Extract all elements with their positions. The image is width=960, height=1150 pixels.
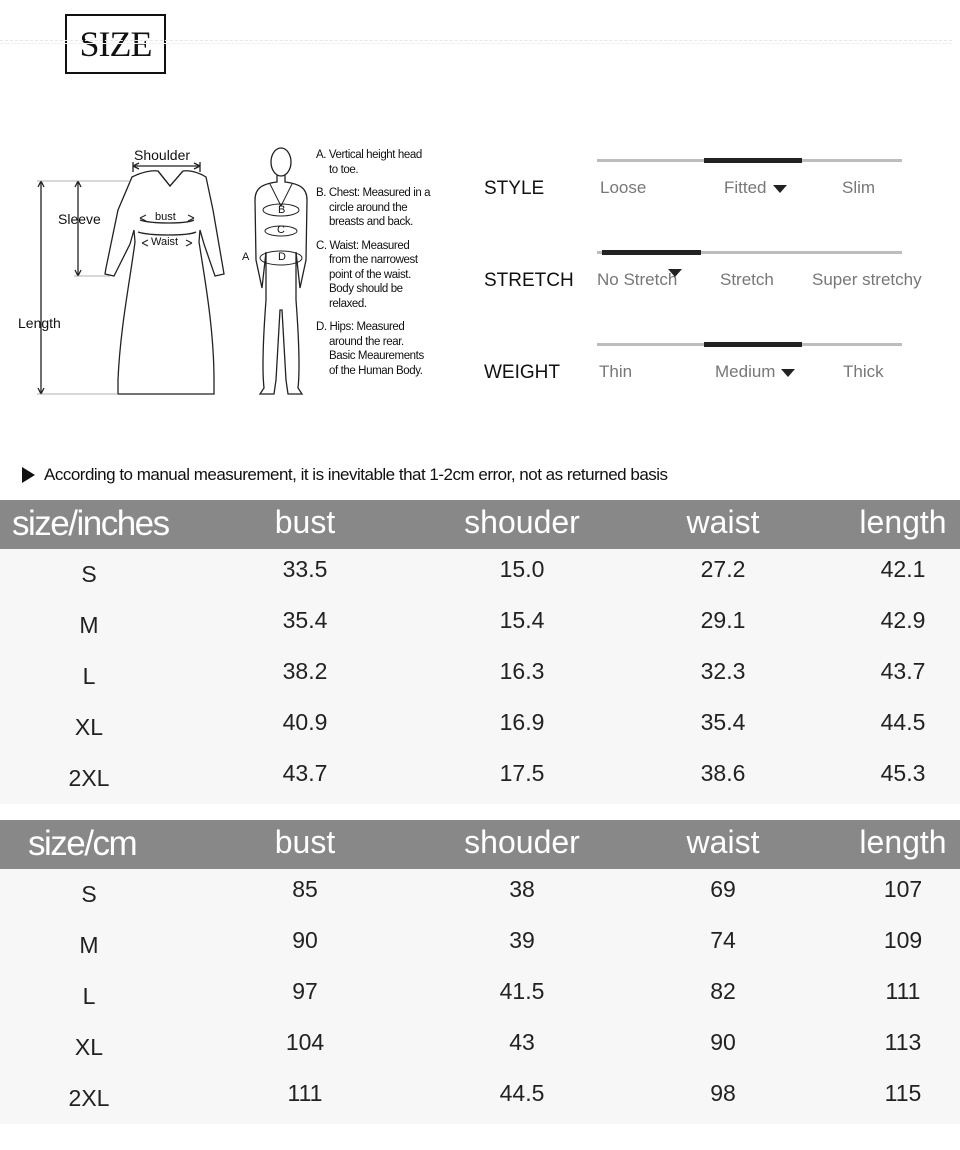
table-cell: 90 — [710, 1029, 736, 1055]
table-cell: 27.2 — [700, 556, 746, 582]
header-divider — [0, 40, 952, 44]
note-heading: B. Chest: Measured in a — [316, 187, 431, 199]
table-cell: 16.9 — [499, 709, 545, 735]
size-title: SIZE — [65, 14, 166, 74]
attribute-option-label: Slim — [842, 178, 876, 197]
table-cell: 35.4 — [282, 607, 328, 633]
table-cell: 42.9 — [880, 607, 926, 633]
table-cell: 111 — [885, 978, 921, 1004]
table-header-cell: bust — [274, 824, 336, 860]
table-row — [0, 920, 960, 971]
table-cell: 2XL — [68, 1085, 110, 1111]
attribute-option — [812, 270, 922, 290]
selected-marker-icon — [781, 369, 795, 377]
attribute-option-label: Medium — [715, 362, 776, 381]
note-heading: D. Hips: Measured — [316, 321, 405, 333]
attribute-scale-track — [597, 343, 902, 346]
table-header-cell: length — [859, 504, 947, 540]
table-cell: 90 — [292, 927, 318, 953]
table-cell: 16.3 — [499, 658, 545, 684]
sleeve-label: Sleeve — [58, 211, 101, 227]
measurement-note — [316, 186, 466, 230]
note-line: of the Human Body. — [329, 364, 423, 377]
table-cell: 41.5 — [499, 978, 545, 1004]
selected-marker-icon — [668, 269, 682, 277]
note-line: Body should be — [329, 283, 403, 295]
note-line: from the narrowest — [329, 254, 418, 266]
body-letter-c: C — [277, 224, 285, 236]
table-cell: 97 — [292, 978, 318, 1004]
table-cell: 15.4 — [499, 607, 545, 633]
attribute-option — [842, 178, 875, 198]
attribute-title: STYLE — [484, 178, 545, 199]
attribute-option-label: No Stretch — [597, 270, 678, 289]
table-header — [0, 820, 960, 869]
table-cell: 2XL — [68, 765, 110, 791]
attribute-option-label: Thick — [843, 362, 884, 381]
table-cell: 35.4 — [700, 709, 746, 735]
attribute-selected-segment — [602, 250, 701, 255]
play-arrow-icon — [22, 467, 35, 483]
notice-text: According to manual measurement, it is inevitable that 1-2cm error, not as returned basis — [44, 465, 668, 484]
table-cell: L — [82, 663, 96, 689]
table-row — [0, 753, 960, 804]
attribute-option-label: Fitted — [724, 178, 767, 197]
table-header — [0, 500, 960, 549]
table-cell: 42.1 — [880, 556, 926, 582]
attribute-option — [597, 270, 677, 290]
table-cell: 43.7 — [880, 658, 926, 684]
table-cell: 82 — [710, 978, 736, 1004]
table-cell: S — [81, 881, 97, 907]
table-row — [0, 702, 960, 753]
table-cell: 44.5 — [499, 1080, 545, 1106]
table-header-cell: waist — [686, 824, 760, 860]
table-cell: 29.1 — [700, 607, 746, 633]
table-row — [0, 1073, 960, 1124]
table-header-cell: bust — [274, 504, 336, 540]
table-header-cell: shouder — [464, 824, 580, 860]
table-cell: 43.7 — [282, 760, 328, 786]
note-line: relaxed. — [329, 297, 367, 310]
table-cell: 38 — [509, 876, 535, 902]
waist-label: Waist — [151, 236, 179, 248]
body-letter-b: B — [278, 204, 286, 216]
table-header-cell: length — [859, 824, 947, 860]
note-line: circle around the — [329, 201, 408, 214]
table-cell: 98 — [710, 1080, 736, 1106]
attribute-selected-segment — [704, 158, 803, 163]
note-heading: C. Waist: Measured — [316, 239, 410, 252]
table-header-cell: size/inches — [12, 504, 169, 543]
length-label: Length — [18, 315, 61, 331]
note-line: breasts and back. — [329, 216, 413, 228]
bust-label: bust — [155, 211, 176, 223]
table-row — [0, 1022, 960, 1073]
table-row — [0, 651, 960, 702]
table-cell: 85 — [292, 876, 318, 902]
table-cell: 15.0 — [499, 556, 545, 582]
note-line: around the rear. — [329, 335, 404, 348]
measurement-notes — [316, 148, 466, 387]
table-row — [0, 600, 960, 651]
table-cell: M — [79, 932, 99, 958]
note-line: to toe. — [329, 163, 359, 176]
table-cell: 17.5 — [499, 760, 545, 786]
table-cell: 39 — [509, 927, 535, 953]
note-line: point of the waist. — [329, 268, 411, 281]
table-header-cell: size/cm — [28, 824, 137, 863]
table-row — [0, 971, 960, 1022]
table-cell: 74 — [710, 927, 736, 953]
attribute-option — [715, 362, 795, 382]
table-cell: 104 — [285, 1029, 325, 1055]
attribute-option — [600, 178, 646, 198]
attribute-option-label: Stretch — [720, 270, 774, 289]
attribute-option — [724, 178, 787, 198]
attribute-option — [843, 362, 884, 382]
table-header-cell: shouder — [464, 504, 580, 540]
measurement-note — [316, 148, 466, 177]
table-cell: 113 — [884, 1029, 922, 1055]
attribute-option-label: Thin — [599, 362, 633, 381]
table-cell: 38.6 — [700, 760, 746, 786]
table-cell: 40.9 — [282, 709, 328, 735]
table-cell: 115 — [884, 1080, 922, 1106]
measurement-notice — [22, 465, 668, 485]
table-cell: XL — [74, 1034, 104, 1060]
table-cell: 69 — [710, 876, 736, 902]
table-cell: S — [81, 561, 97, 587]
attribute-scale-track — [597, 251, 902, 254]
table-header-cell: waist — [686, 504, 760, 540]
attribute-option — [720, 270, 774, 290]
table-cell: 38.2 — [282, 658, 328, 684]
note-heading: A. Vertical height head — [316, 149, 422, 161]
attribute-selected-segment — [704, 342, 803, 347]
shoulder-label: Shoulder — [134, 147, 191, 163]
table-cell: 107 — [883, 876, 923, 902]
attribute-option-label: Super stretchy — [812, 270, 922, 289]
table-cell: 111 — [287, 1080, 323, 1106]
table-body — [0, 549, 960, 804]
table-cell: 45.3 — [880, 760, 926, 786]
measurement-note — [316, 320, 466, 378]
table-row — [0, 549, 960, 600]
body-letter-a: A — [242, 251, 250, 263]
table-cell: 109 — [883, 927, 923, 953]
attribute-title: WEIGHT — [484, 362, 560, 383]
attribute-title: STRETCH — [484, 270, 574, 291]
table-cell: 43 — [509, 1029, 535, 1055]
body-letter-d: D — [278, 251, 286, 263]
note-line: Basic Meaurements — [329, 350, 424, 362]
table-cell: M — [79, 612, 99, 638]
table-cell: L — [82, 983, 96, 1009]
table-body — [0, 869, 960, 1124]
selected-marker-icon — [773, 185, 787, 193]
table-row — [0, 869, 960, 920]
attribute-scale-track — [597, 159, 902, 162]
attribute-option — [599, 362, 632, 382]
table-cell: 33.5 — [282, 556, 328, 582]
table-cell: XL — [74, 714, 104, 740]
table-cell: 44.5 — [880, 709, 926, 735]
attribute-option-label: Loose — [600, 178, 647, 197]
measurement-note — [316, 239, 466, 312]
table-cell: 32.3 — [700, 658, 746, 684]
